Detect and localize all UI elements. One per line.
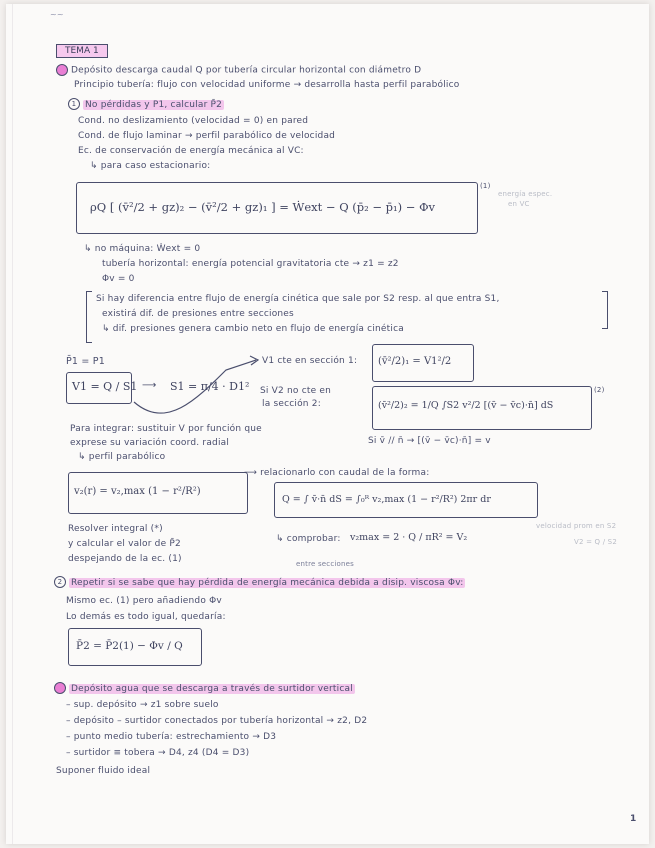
notebook-page (6, 4, 649, 844)
bracket-line-2: existirá dif. de presiones entre secciones (102, 309, 294, 319)
equation-1-tag: (1) (480, 182, 491, 190)
curved-arrow-icon (126, 350, 266, 420)
relate-note (244, 468, 429, 478)
number-1-icon: 1 (68, 98, 80, 110)
deposit-line-1: – sup. depósito → z1 sobre suelo (66, 700, 219, 710)
deposit-heading (54, 682, 355, 694)
resolve-line-3: despejando de la ec. (1) (68, 554, 182, 564)
bracket-line-3: ↳ dif. presiones genera cambio neto en flujo de energía cinética (102, 324, 404, 334)
resolve-line-2: y calcular el valor de P̄2 (68, 539, 181, 549)
section-1-title: No pérdidas y P1, calcular P̄2 (85, 99, 223, 110)
intro-line-1 (56, 64, 421, 76)
section-2-line-1: Mismo ec. (1) pero añadiendo Φv (66, 596, 222, 606)
relate-text: relacionarlo con caudal de la forma: (260, 468, 430, 478)
line-stationary: ↳ para caso estacionario: (90, 161, 211, 171)
resolve-line-1: Resolver integral (*) (68, 524, 163, 534)
s1-equation: S1 = π/4 · D1² (170, 380, 250, 393)
arrow-to-s1: ⟶ (142, 380, 157, 391)
faint-note-1: energía espec. (498, 190, 553, 198)
number-2-icon: 2 (54, 576, 66, 588)
deposit-line-5: Suponer fluido ideal (56, 766, 151, 776)
equation-2-tag: (2) (594, 386, 605, 394)
flow-equation: Q = ∫ v̄·n̄ dS = ∫₀ᴿ v₂,max (1 − r²/R²) 2πr dr (282, 494, 491, 505)
arrow-icon: ⟶ (244, 468, 261, 478)
v1-equation: V1 = Q / S1 (72, 380, 138, 393)
intro-line-2: Principio tubería: flujo con velocidad uniforme → desarrolla hasta perfil parabólico (74, 80, 460, 90)
integrate-line-3: ↳ perfil parabólico (78, 452, 166, 462)
v2-not-const-2: la sección 2: (262, 399, 321, 409)
tema-heading: TEMA 1 (56, 44, 108, 58)
check-label: ↳ comprobar: (276, 534, 341, 544)
line-no-machine: ↳ no máquina: Ẇext = 0 (84, 244, 201, 254)
line-laminar: Cond. de flujo laminar → perfil parabólico de velocidad (78, 131, 336, 141)
bullet-icon-2 (54, 682, 66, 694)
deposit-line-3: – punto medio tubería: estrechamiento → D3 (66, 732, 277, 742)
ke2-equation: (v̄²/2)₂ = 1/Q ∫S2 v²/2 [(v̄ − v̄c)·n̄] dS (378, 400, 554, 411)
section-2-title: Repetir si se sabe que hay pérdida de energía mecánica debida a disip. viscosa Φv: (71, 577, 464, 588)
line-phi-zero: Φv = 0 (102, 274, 135, 284)
section-2-line-2: Lo demás es todo igual, quedaría: (66, 612, 226, 622)
bullet-icon (56, 64, 68, 76)
faint-note-3: velocidad prom en S2 (536, 522, 617, 530)
check-equation: v₂max = 2 · Q / πR² = V₂ (350, 532, 468, 543)
integrate-line-1: Para integrar: sustituir V por función que (70, 424, 262, 434)
page-number: 1 (630, 814, 637, 824)
p2-equation: P̄2 = P̄2(1) − Φv / Q (76, 640, 183, 652)
bracket-line-1: Si hay diferencia entre flujo de energía cinética que sale por S2 resp. al que entra S1, (96, 294, 500, 304)
main-equation: ρQ [ (v̄²/2 + gz)₂ − (v̄²/2 + gz)₁ ] = Ẇext − Q (p̄₂ − p̄₁) − Φv (90, 200, 436, 214)
section-1-heading (68, 98, 224, 110)
bracket-left (86, 291, 92, 343)
bracket-right (602, 291, 608, 329)
profile-equation: v₂(r) = v₂,max (1 − r²/R²) (74, 486, 201, 497)
line-horizontal: tubería horizontal: energía potencial gravitatoria cte → z1 = z2 (102, 259, 399, 269)
faint-note-4: V2 = Q / S2 (574, 538, 617, 546)
ke1-equation: (v̄²/2)₁ = V1²/2 (378, 356, 452, 367)
between-sections-note: entre secciones (296, 560, 355, 568)
integrate-line-2: exprese su variación coord. radial (70, 438, 230, 448)
section-2-heading (54, 576, 465, 588)
deposit-line-2: – depósito – surtidor conectados por tubería horizontal → z2, D2 (66, 716, 368, 726)
p1-equal: P̄1 = P1 (66, 356, 105, 367)
v1-const-note: V1 cte en sección 1: (262, 356, 358, 366)
top-mark: ~~ (50, 10, 64, 19)
deposit-title: Depósito agua que se descarga a través de surtidor vertical (71, 683, 353, 694)
faint-note-2: en VC (508, 200, 530, 208)
v2-not-const-1: Si V2 no cte en (260, 386, 332, 396)
line-energy: Ec. de conservación de energía mecánica al VC: (78, 146, 304, 156)
deposit-line-4: – surtidor ≡ tobera → D4, z4 (D4 = D3) (66, 748, 250, 758)
intro-text-1: Depósito descarga caudal Q por tubería circular horizontal con diámetro D (71, 65, 422, 76)
ke2-note: Si v̄ // n̄ → [(v̄ − v̄c)·n̄] = v (368, 436, 491, 446)
line-no-slip: Cond. no deslizamiento (velocidad = 0) en pared (78, 116, 309, 126)
